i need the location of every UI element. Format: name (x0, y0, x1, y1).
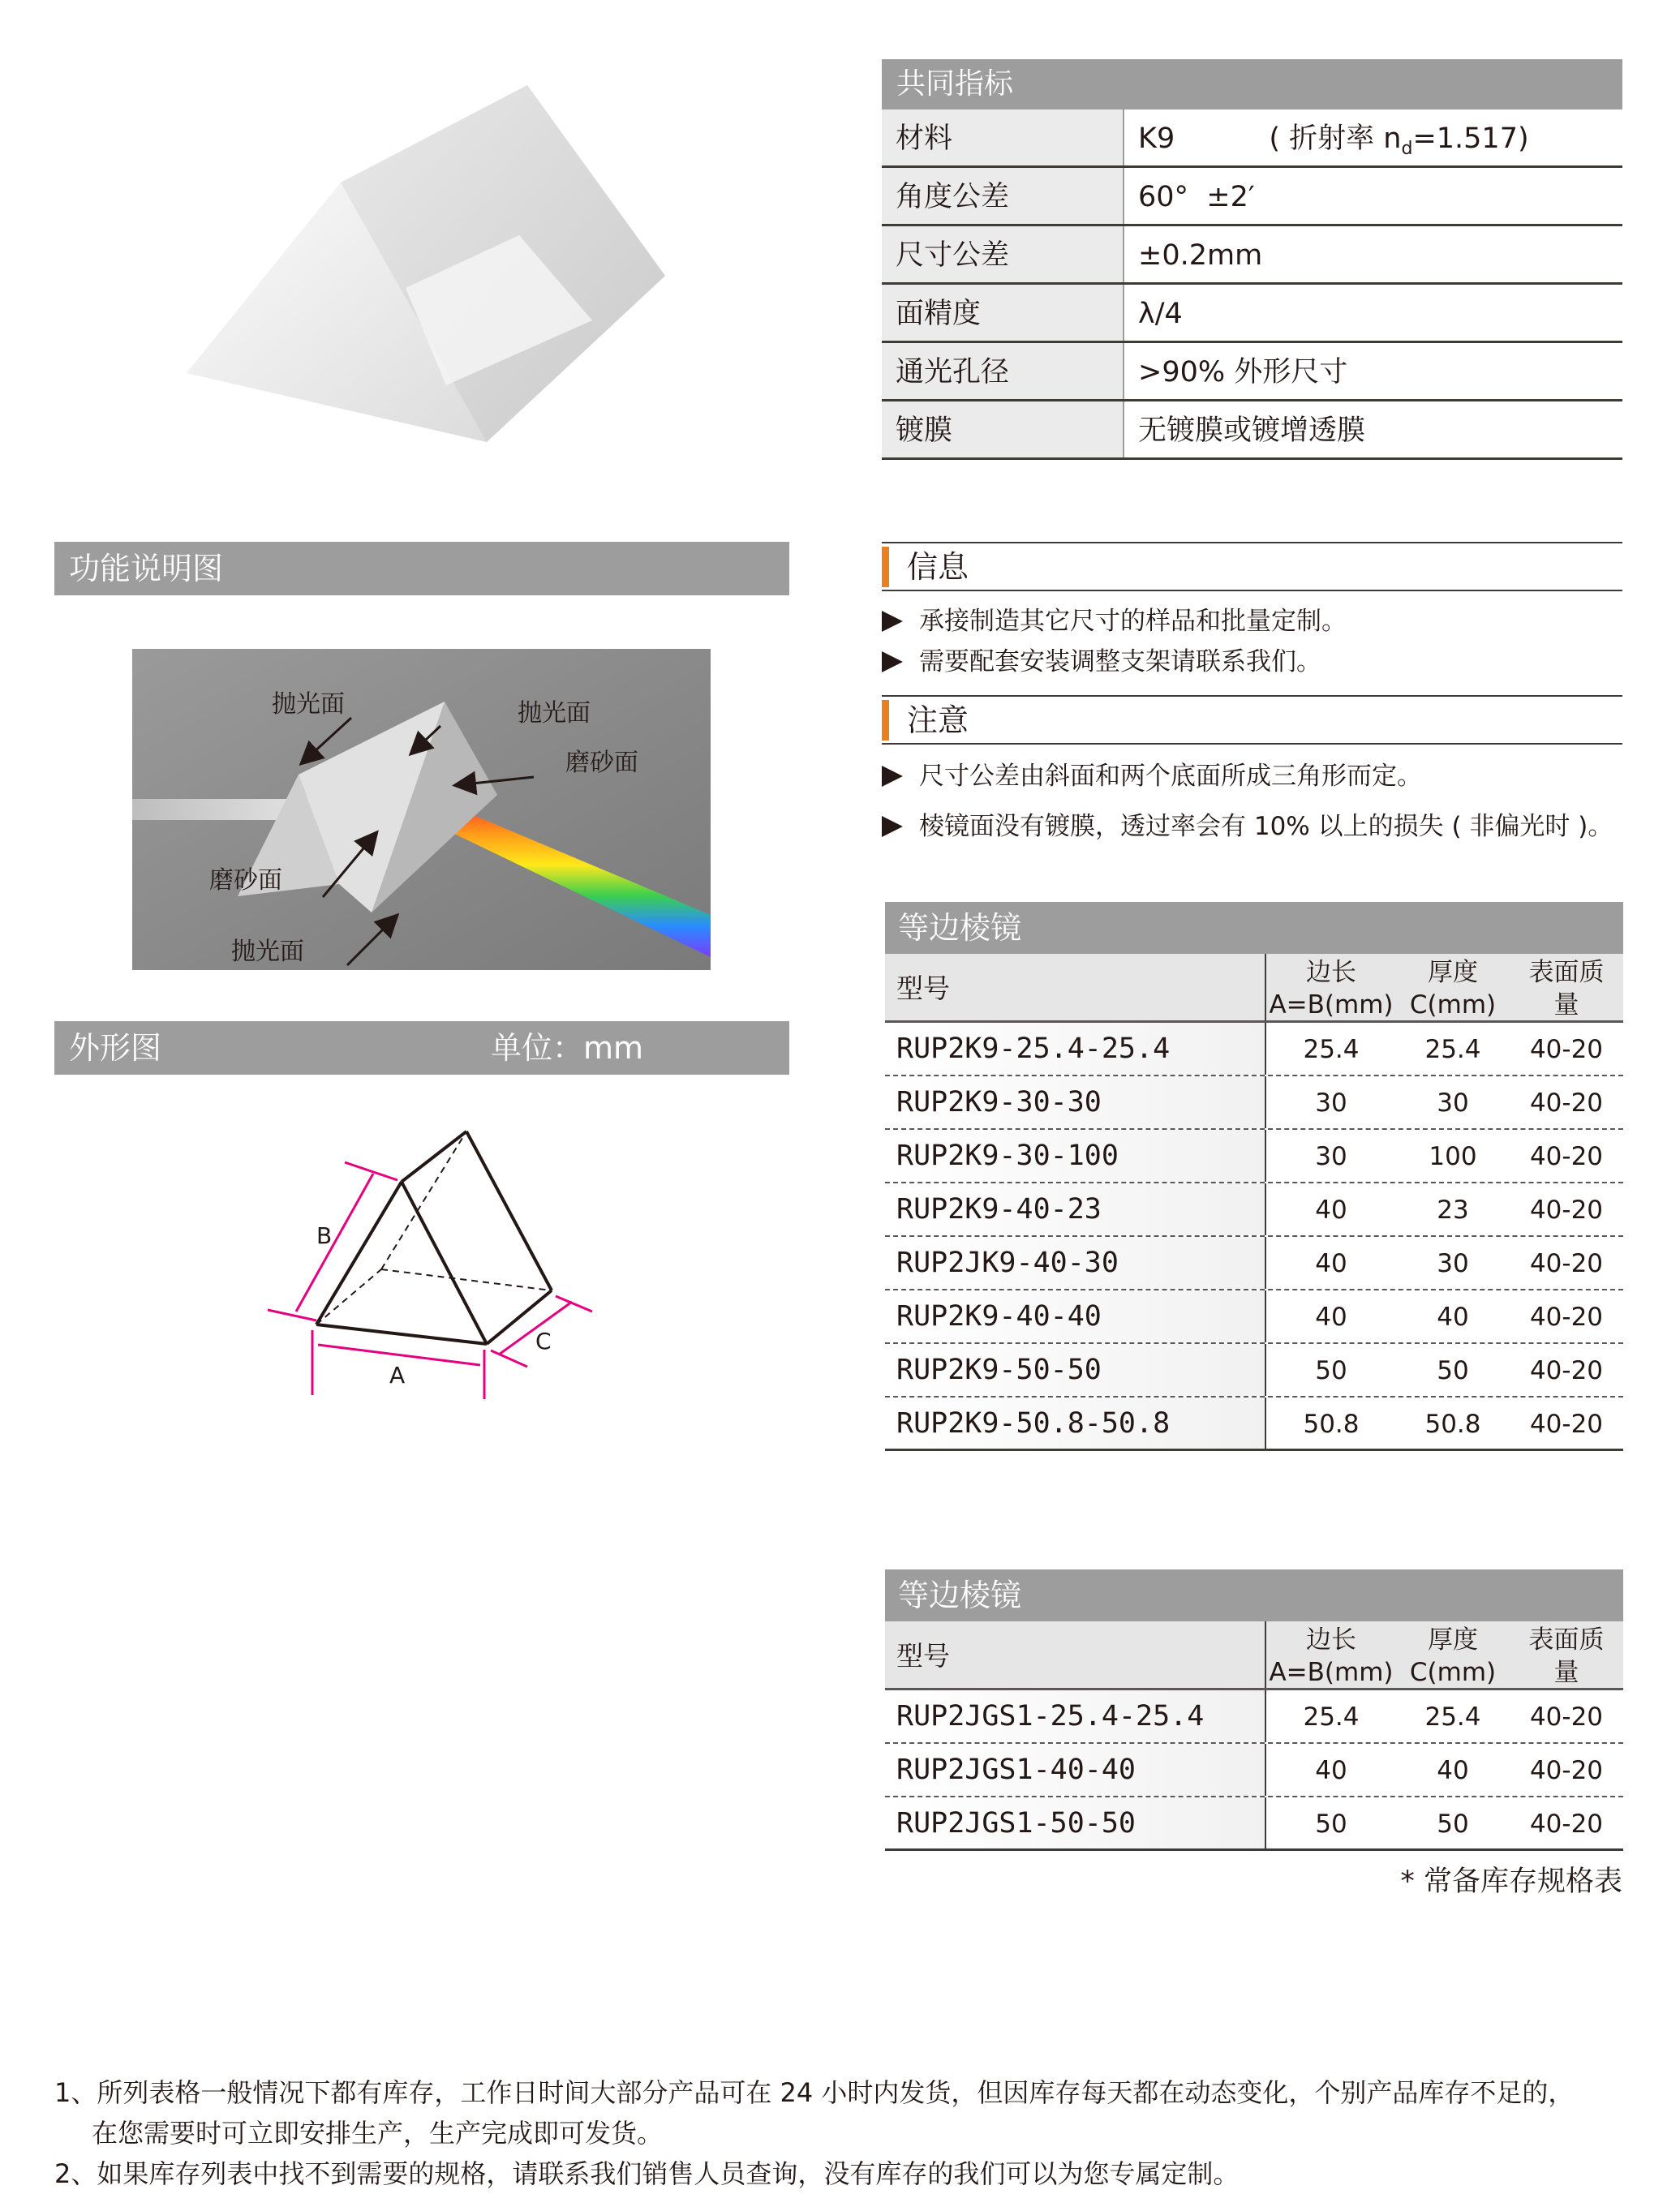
cell-edge: 30 (1315, 1088, 1347, 1118)
cell-thickness: 50.8 (1424, 1410, 1481, 1439)
footer-notes (54, 2072, 1628, 2194)
info-section (882, 542, 1622, 682)
common-specs-title: 共同指标 (882, 59, 1622, 109)
header-quality-line2: 量 (1553, 1658, 1579, 1687)
cell-thickness: 50 (1437, 1356, 1469, 1385)
table-body (885, 1690, 1623, 1851)
stock-note: * 常备库存规格表 (1400, 1866, 1622, 1898)
info-rule-bottom (882, 590, 1622, 591)
spec-label: 材料 (882, 109, 1124, 165)
header-thickness (1396, 954, 1510, 1020)
header-model: 型号 (885, 1621, 1266, 1688)
notice-item-text: 棱镜面没有镀膜，透过率会有 10% 以上的损失 ( 非偏光时 )。 (919, 812, 1613, 841)
edge-top-ridge (402, 1131, 466, 1182)
dim-a-label: A (389, 1362, 406, 1389)
header-quality-line1: 表面质 (1528, 958, 1605, 987)
edge-front-bottom (316, 1325, 487, 1344)
header-thickness-line1: 厚度 (1428, 1625, 1478, 1655)
spec-refractive-index: ( 折射率 n (1269, 122, 1402, 155)
dim-b-ext-bottom (268, 1310, 316, 1320)
table-row (885, 1076, 1623, 1130)
bullet-triangle-icon (882, 611, 903, 632)
label-polished-bottom: 抛光面 (231, 938, 304, 966)
cell-model: RUP2JK9-40-30 (885, 1237, 1266, 1289)
info-title: 信息 (882, 547, 1622, 587)
spec-value: >90% 外形尺寸 (1138, 356, 1348, 389)
spec-label: 角度公差 (882, 168, 1124, 224)
bullet-triangle-icon (882, 651, 903, 672)
cell-thickness: 40 (1437, 1756, 1469, 1785)
hidden-edge-up (381, 1131, 466, 1269)
outline-unit: 单位：mm (491, 1030, 644, 1066)
header-edge-line2: A=B(mm) (1269, 990, 1394, 1020)
cell-edge: 25.4 (1303, 1035, 1360, 1064)
info-rule-top (882, 542, 1622, 543)
cell-quality: 40-20 (1529, 1410, 1604, 1439)
header-thickness (1396, 1621, 1510, 1688)
table-row (885, 1183, 1623, 1237)
info-item-text: 承接制造其它尺寸的样品和批量定制。 (919, 607, 1347, 636)
footer-line-1b: 在您需要时可立即安排生产，生产完成即可发货。 (92, 2118, 664, 2149)
cell-model: RUP2K9-50.8-50.8 (885, 1398, 1266, 1449)
label-ground-right: 磨砂面 (565, 749, 638, 777)
label-ground-left: 磨砂面 (209, 866, 282, 895)
cell-quality: 40-20 (1529, 1196, 1604, 1225)
info-item-text: 需要配套安装调整支架请联系我们。 (919, 647, 1321, 676)
table-row (885, 1023, 1623, 1076)
header-thickness-line2: C(mm) (1409, 990, 1497, 1020)
spec-value (1124, 109, 1622, 165)
table-row (885, 1237, 1623, 1290)
outline-section-bar (54, 1021, 789, 1075)
cell-thickness: 30 (1437, 1088, 1469, 1118)
label-polished-top-left: 抛光面 (272, 690, 345, 719)
cell-quality: 40-20 (1529, 1702, 1604, 1732)
notice-rule-bottom (882, 743, 1622, 745)
outline-drawing (260, 1123, 617, 1407)
outline-section-title: 外形图 (69, 1030, 162, 1066)
product-table-jgs1 (885, 1569, 1623, 1851)
table-header (885, 1621, 1623, 1690)
notice-item (882, 756, 1622, 796)
cell-model: RUP2K9-25.4-25.4 (885, 1023, 1266, 1075)
cell-quality: 40-20 (1529, 1303, 1604, 1332)
header-edge (1266, 954, 1396, 1020)
info-item (882, 642, 1622, 682)
cell-thickness: 23 (1437, 1196, 1469, 1225)
table-title: 等边棱镜 (885, 902, 1623, 954)
spec-row-surface (882, 285, 1622, 343)
cell-edge: 40 (1315, 1756, 1347, 1785)
cell-model: RUP2K9-30-30 (885, 1076, 1266, 1128)
table-row (885, 1290, 1623, 1344)
spec-row-coating (882, 401, 1622, 460)
table-row (885, 1797, 1623, 1851)
header-quality-line2: 量 (1553, 990, 1579, 1020)
cell-quality: 40-20 (1529, 1035, 1604, 1064)
cell-edge: 40 (1315, 1249, 1347, 1278)
cell-thickness: 100 (1429, 1142, 1477, 1171)
table-header (885, 954, 1623, 1023)
bullet-triangle-icon (882, 816, 903, 837)
header-edge-line1: 边长 (1306, 1625, 1356, 1655)
cell-thickness: 30 (1437, 1249, 1469, 1278)
cell-edge: 50 (1315, 1810, 1347, 1839)
spec-refractive-sub: d (1401, 139, 1413, 159)
header-thickness-line2: C(mm) (1409, 1658, 1497, 1687)
header-quality (1510, 1621, 1623, 1688)
notice-title: 注意 (882, 700, 1622, 741)
cell-edge: 25.4 (1303, 1702, 1360, 1732)
hidden-edge-left (316, 1269, 381, 1325)
header-quality (1510, 954, 1623, 1020)
hidden-edge-back (381, 1269, 552, 1290)
common-specs-table (882, 59, 1622, 460)
cell-thickness: 50 (1437, 1810, 1469, 1839)
table-title: 等边棱镜 (885, 1569, 1623, 1621)
function-diagram (132, 649, 711, 970)
cell-model: RUP2K9-50-50 (885, 1344, 1266, 1396)
header-quality-line1: 表面质 (1528, 1625, 1605, 1655)
spec-label: 面精度 (882, 285, 1124, 341)
edge-front-right (402, 1182, 487, 1344)
spec-row-aperture (882, 343, 1622, 401)
spec-label: 镀膜 (882, 401, 1124, 457)
cell-thickness: 25.4 (1424, 1702, 1481, 1732)
table-row (885, 1344, 1623, 1398)
cell-model: RUP2K9-40-23 (885, 1183, 1266, 1235)
spec-label: 尺寸公差 (882, 226, 1124, 282)
spec-label: 通光孔径 (882, 343, 1124, 399)
edge-back-right (466, 1131, 552, 1290)
product-table-k9 (885, 902, 1623, 1451)
cell-quality: 40-20 (1529, 1756, 1604, 1785)
cell-edge: 40 (1315, 1303, 1347, 1332)
spec-refractive-tail: =1.517) (1412, 122, 1529, 155)
dim-b-label: B (316, 1222, 333, 1249)
cell-edge: 50 (1315, 1356, 1347, 1385)
header-thickness-line1: 厚度 (1428, 958, 1478, 987)
cell-model: RUP2JGS1-40-40 (885, 1744, 1266, 1796)
table-body (885, 1023, 1623, 1451)
info-item (882, 601, 1622, 642)
spec-value: λ/4 (1138, 298, 1183, 330)
cell-thickness: 25.4 (1424, 1035, 1481, 1064)
cell-thickness: 40 (1437, 1303, 1469, 1332)
cell-quality: 40-20 (1529, 1810, 1604, 1839)
table-row (885, 1398, 1623, 1451)
notice-section (882, 695, 1622, 847)
dim-c-ext-bottom (491, 1350, 527, 1367)
cell-model: RUP2K9-40-40 (885, 1290, 1266, 1342)
notice-item-text: 尺寸公差由斜面和两个底面所成三角形而定。 (919, 762, 1422, 791)
cell-quality: 40-20 (1529, 1088, 1604, 1118)
table-row (885, 1744, 1623, 1797)
table-row (885, 1690, 1623, 1744)
spec-value: 无镀膜或镀增透膜 (1138, 414, 1366, 447)
header-model: 型号 (885, 954, 1266, 1020)
notice-rule-top (882, 695, 1622, 697)
cell-edge: 50.8 (1303, 1410, 1360, 1439)
spec-material-value: K9 (1138, 122, 1175, 155)
dim-c-label: C (535, 1328, 552, 1355)
cell-quality: 40-20 (1529, 1356, 1604, 1385)
footer-line-1: 1、所列表格一般情况下都有库存，工作日时间大部分产品可在 24 小时内发货，但因库存每天都在动态变化，个别产品库存不足的， (54, 2077, 1575, 2108)
cell-model: RUP2JGS1-25.4-25.4 (885, 1690, 1266, 1742)
spec-value: ±0.2mm (1138, 239, 1263, 272)
header-edge-line1: 边长 (1306, 958, 1356, 987)
spec-row-angle (882, 168, 1622, 226)
cell-edge: 40 (1315, 1196, 1347, 1225)
table-row (885, 1130, 1623, 1183)
footer-line-2: 2、如果库存列表中找不到需要的规格，请联系我们销售人员查询，没有库存的我们可以为您专属定制。 (54, 2158, 1240, 2189)
function-section-title: 功能说明图 (54, 542, 789, 595)
spec-row-material (882, 109, 1622, 168)
header-edge-line2: A=B(mm) (1269, 1658, 1394, 1687)
cell-quality: 40-20 (1529, 1249, 1604, 1278)
cell-quality: 40-20 (1529, 1142, 1604, 1171)
cell-model: RUP2K9-30-100 (885, 1130, 1266, 1182)
spec-row-size (882, 226, 1622, 285)
bullet-triangle-icon (882, 766, 903, 787)
spec-value: 60° ±2′ (1138, 181, 1255, 213)
cell-edge: 30 (1315, 1142, 1347, 1171)
label-polished-top-right: 抛光面 (518, 699, 591, 728)
notice-item (882, 806, 1622, 847)
header-edge (1266, 1621, 1396, 1688)
prism-photo (170, 77, 681, 450)
cell-model: RUP2JGS1-50-50 (885, 1797, 1266, 1848)
